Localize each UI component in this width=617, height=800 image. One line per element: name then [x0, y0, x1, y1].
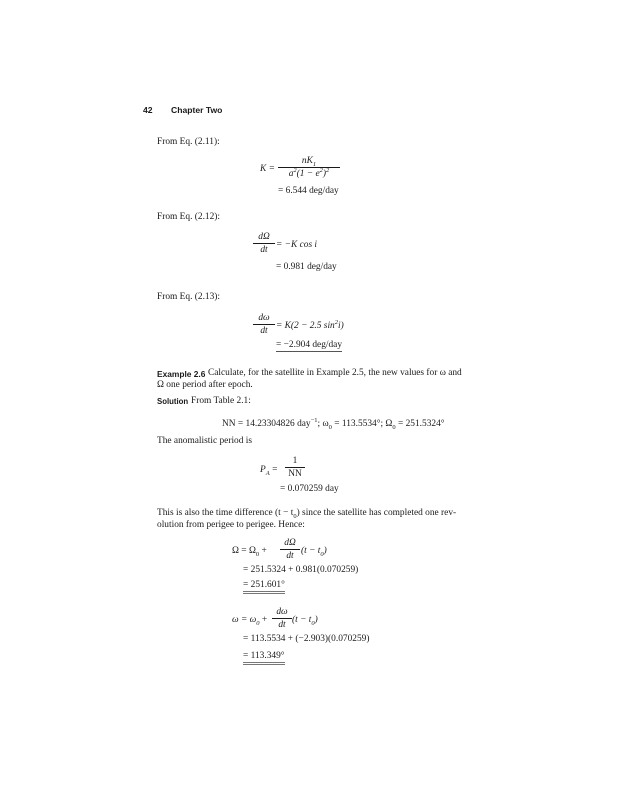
omega-eq-result: = 251.601°	[243, 580, 285, 590]
w-eq-result: = 113.349°	[243, 651, 285, 661]
example-line-2: Ω one period after epoch.	[157, 380, 253, 390]
omega-dot-rhs: = −K cos i	[276, 240, 318, 250]
example-label: Example 2.6	[157, 369, 206, 379]
omega-eq-lhs: $\Omega = \Omega_0$ +	[232, 546, 267, 558]
w-dot-rhs: = K(2 − 2.5 $\sin^2i$)	[276, 318, 344, 331]
table-values-line: NN = 14.23304826 day$^{-1}$; $\omega_0 = 113.5534^\circ$; $\Omega_0 = 251.5324^\circ$	[222, 416, 445, 431]
pa-lhs: $P_A$ =	[260, 465, 278, 477]
k-lhs: K =	[260, 164, 275, 174]
from-eq-2-12: From Eq. (2.12):	[157, 212, 221, 222]
w-eq-fraction: $\frac{d\omega}{dt}$	[272, 607, 292, 630]
w-eq-line-2: = 113.5534 + (−2.903)(0.070259)	[243, 634, 370, 644]
from-eq-2-11: From Eq. (2.11):	[157, 137, 220, 147]
omega-dot-result: = 0.981 deg/day	[276, 262, 337, 272]
solution-label: Solution	[157, 397, 189, 406]
solution-text: From Table 2.1:	[191, 396, 251, 406]
pa-result: = 0.070259 day	[280, 484, 339, 494]
chapter-title: Chapter Two	[171, 105, 223, 115]
omega-eq-tail: $(t - t_0)$	[301, 546, 327, 558]
page-number: 42	[143, 105, 153, 115]
w-eq-tail: $(t - t_0)$	[292, 615, 318, 627]
paragraph-line-2: olution from perigee to perigee. Hence:	[157, 520, 305, 530]
from-eq-2-13: From Eq. (2.13):	[157, 292, 221, 302]
w-dot-result: = −2.904 deg/day	[276, 340, 343, 350]
w-dot-fraction: $\frac{d\omega}{dt}$	[253, 313, 275, 336]
k-result: = 6.544 deg/day	[278, 186, 339, 196]
omega-dot-fraction: $\frac{d\Omega}{dt}$	[253, 232, 275, 255]
paragraph-line-1: This is also the time difference $(t - t_0)$ since the satellite has completed one rev-	[157, 508, 457, 520]
w-eq-lhs: $\omega = \omega_0$ +	[232, 615, 268, 627]
k-fraction: $\frac{nK_1}{a^2(1 - e^2)^2}$	[278, 156, 340, 179]
omega-eq-line-2: = 251.5324 + 0.981(0.070259)	[243, 565, 359, 575]
pa-fraction: $\frac{1}{NN}$	[285, 456, 305, 479]
omega-eq-fraction: $\frac{d\Omega}{dt}$	[280, 538, 300, 561]
example-line-1: Calculate, for the satellite in Example 2.5, the new values for ω and	[208, 368, 462, 378]
anomalistic-text: The anomalistic period is	[157, 436, 253, 446]
